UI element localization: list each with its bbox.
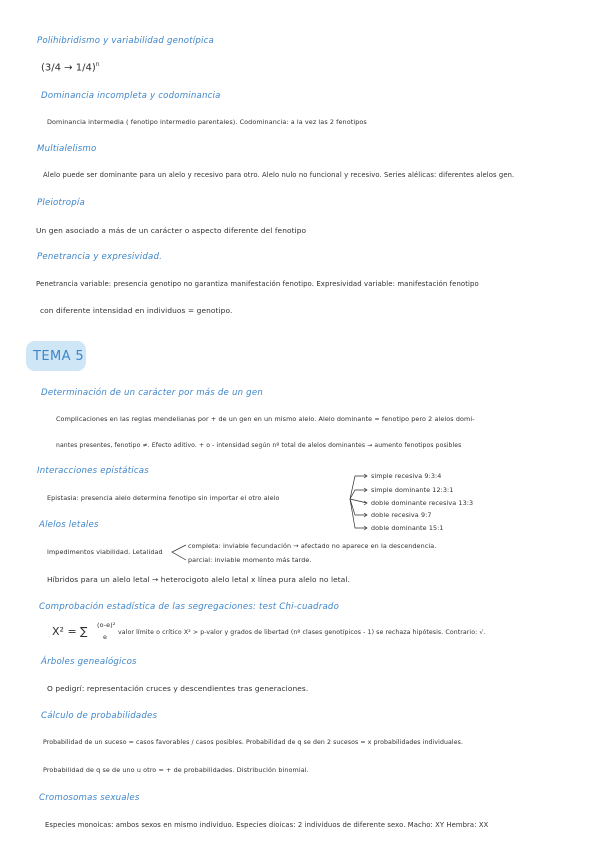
text-penetrancia-line1: Penetrancia variable: presencia genotipo no garantiza manifestación fenotipo. Expresividad variable: manifestación fenotipo [36,280,479,288]
epistasia-branch-4: doble recesiva 9:7 [371,511,432,519]
text-probabilidad-line2: Probabilidad de q se de uno u otro = + de probabilidades. Distribución binomial. [43,766,309,774]
heading-penetrancia: Penetrancia y expresividad. [37,252,163,262]
formula-chi-lhs: X² = ∑ [52,625,88,638]
text-pedigri: O pedigrí: representación cruces y descendientes tras generaciones. [47,684,309,693]
text-multialelismo: Alelo puede ser dominante para un alelo y recesivo para otro. Alelo nulo no funcional y recesivo. Series alélicas: diferentes alelos gen. [43,171,515,179]
heading-interacciones: Interacciones epistáticas [37,466,149,476]
epistasia-branch-arrows [350,474,367,530]
text-letalidad-completa: completa: inviable fecundación → afectado no aparece en la descendencia. [188,542,437,550]
formula-chi-numerator: (o-e)² [97,621,116,629]
text-chi-valor-critico: valor límite o crítico X² > p-valor y grados de libertad (nº clases genotípicos - 1) se rechaza hipótesis. Contrario: √. [118,629,486,636]
heading-chi-cuadrado: Comprobación estadística de las segregaciones: test Chi-cuadrado [39,602,340,612]
tema-label: TEMA 5 [33,349,85,364]
heading-polihibridismo: Polihibridismo y variabilidad genotípica [37,36,215,46]
text-determinacion-line2: nantes presentes, fenotipo ≠. Efecto aditivo. + o - intensidad según nº total de alelos dominantes → aumento fenotipos posibles [56,442,462,449]
text-pleiotropia: Un gen asociado a más de un carácter o aspecto diferente del fenotipo [36,226,307,235]
heading-pleiotropia: Pleiotropía [37,198,85,208]
epistasia-branch-3: doble dominante recesiva 13:3 [371,499,474,507]
heading-determinacion: Determinación de un carácter por más de un gen [41,388,263,398]
heading-dominancia: Dominancia incompleta y codominancia [41,91,221,101]
heading-multialelismo: Multialelismo [37,144,97,154]
text-epistasia: Epistasia: presencia alelo determina fenotipo sin importar el otro alelo [47,494,280,502]
text-dominancia: Dominancia intermedia ( fenotipo intermedio parentales). Codominancia: a la vez las 2 fenotipos [47,118,367,126]
formula-exponent: n [95,61,100,68]
text-penetrancia-line2: con diferente intensidad en individuos = genotipo. [40,306,233,315]
text-hibridos-letal: Híbridos para un alelo letal → heterocigoto alelo letal x línea pura alelo no letal. [47,575,351,584]
heading-arboles: Árboles genealógicos [41,657,137,667]
heading-alelos-letales: Alelos letales [39,520,99,530]
heading-cromosomas: Cromosomas sexuales [39,793,140,803]
formula-chi-denominator: e [103,633,108,641]
text-probabilidad-line1: Probabilidad de un suceso = casos favorables / casos posibles. Probabilidad de q se den 2 sucesos = x probabilidades individuales. [43,739,464,746]
text-letalidad-parcial: parcial: inviable momento más tarde. [188,556,312,564]
letalidad-bracket [172,545,186,560]
formula-base: (3/4 → 1/4) [41,62,96,74]
text-letalidad: Impedimentos viabilidad. Letalidad [47,548,163,556]
text-cromosomas: Especies monoicas: ambos sexos en mismo individuo. Especies dioicas: 2 individuos de diferente sexo. Macho: XY Hembra: XX [45,821,489,829]
text-determinacion-line1: Complicaciones en las reglas mendelianas por + de un gen en un mismo alelo. Alelo dominante = fenotipo pero 2 alelos domi- [56,415,475,423]
epistasia-branch-5: doble dominante 15:1 [371,524,444,532]
epistasia-branch-1: simple recesiva 9:3:4 [371,472,442,480]
epistasia-branch-2: simple dominante 12:3:1 [371,486,454,494]
heading-calculo-probabilidades: Cálculo de probabilidades [41,711,158,721]
